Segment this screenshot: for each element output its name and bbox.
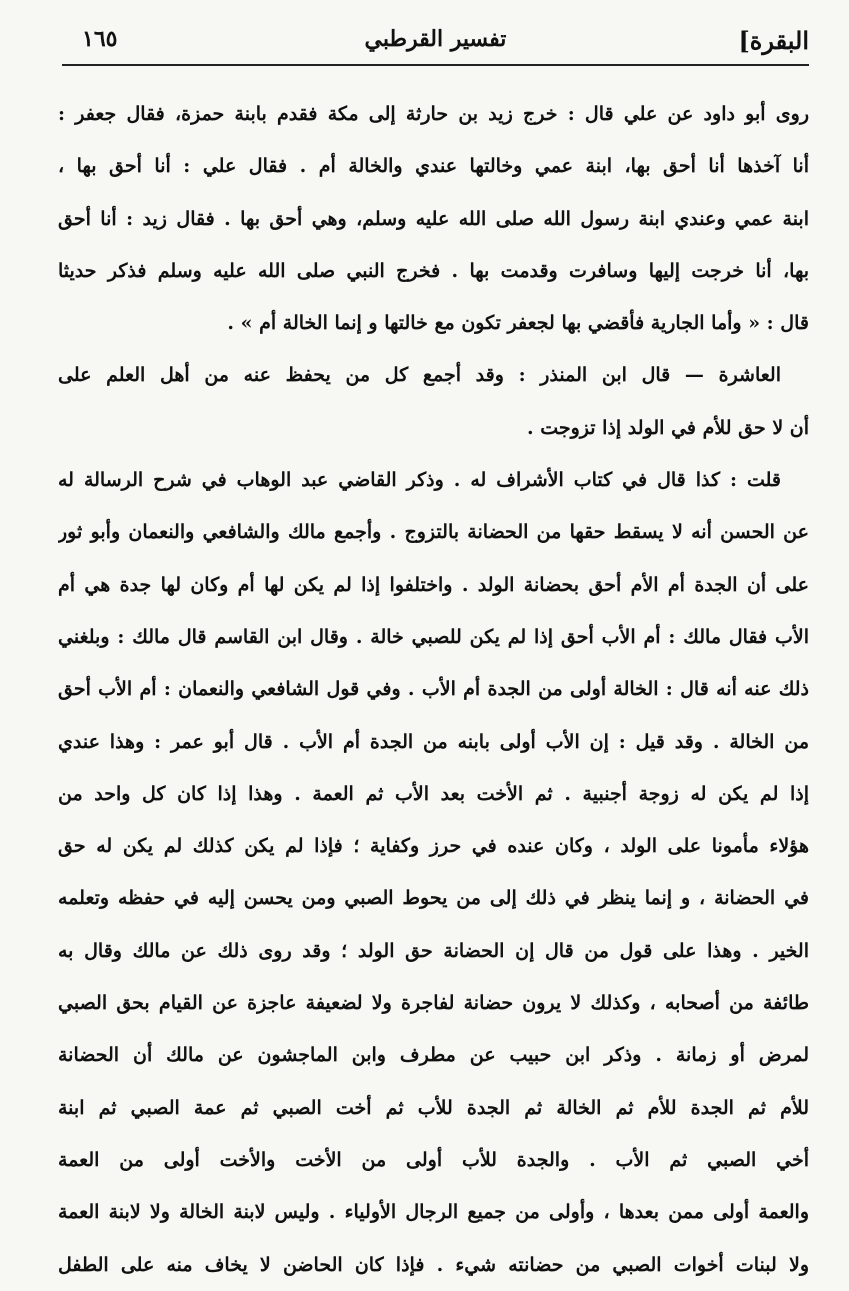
- text-line: والعمة أولى ممن بعدها ، وأولى من جميع الرجال الأولياء . وليس لابنة الخالة ولا لابنة العمة: [58, 1201, 809, 1224]
- text-line: أخي الصبي ثم الأب . والجدة للأب أولى من الأخت والأخت أولى من العمة: [58, 1148, 809, 1171]
- text-line: لمرض أو زمانة . وذكر ابن حبيب عن مطرف وابن الماجشون عن مالك أن الحضانة: [58, 1044, 809, 1067]
- text-line: العاشرة — قال ابن المنذر : وقد أجمع كل من يحفظ عنه من أهل العلم على: [58, 364, 781, 387]
- text-line: للأم ثم الجدة للأم ثم الخالة ثم الجدة للأب ثم أخت الصبي ثم عمة الصبي ثم ابنة: [58, 1096, 809, 1119]
- text-line: الأب فقال مالك : أم الأب أحق إذا لم يكن للصبي خالة . وقال ابن القاسم قال مالك : وبلغني: [58, 625, 809, 648]
- text-line: إذا لم يكن له زوجة أجنبية . ثم الأخت بعد الأب ثم العمة . وهذا إذا كان كل واحد من: [58, 782, 809, 805]
- text-line: قلت : كذا قال في كتاب الأشراف له . وذكر القاضي عبد الوهاب في شرح الرسالة له: [58, 469, 781, 492]
- text-line: عن الحسن أنه لا يسقط حقها من الحضانة بالتزوج . وأجمع مالك والشافعي والنعمان وأبو ثور: [58, 521, 809, 544]
- text-line: من الخالة . وقد قيل : إن الأب أولى بابنه من الجدة أم الأب . قال أبو عمر : وهذا عندي: [58, 730, 809, 753]
- text-line: ولا لبنات أخوات الصبي من حضانته شيء . فإذا كان الحاضن لا يخاف منه على الطفل: [58, 1253, 809, 1276]
- page-number: ١٦٥: [82, 26, 118, 52]
- text-line: هؤلاء مأمونا على الولد ، وكان عنده في حرز وكفاية ؛ فإذا لم يكن كذلك لم يكن له حق: [58, 835, 809, 858]
- text-line: قال : « وأما الجارية فأقضي بها لجعفر تكون مع خالتها و إنما الخالة أم » .: [227, 312, 809, 335]
- text-line: أنا آخذها أنا أحق بها، ابنة عمي وخالتها عندي والخالة أم . فقال علي : أنا أحق بها ،: [58, 155, 809, 178]
- text-line: روى أبو داود عن علي قال : خرج زيد بن حارثة إلى مكة فقدم بابنة حمزة، فقال جعفر :: [58, 103, 809, 125]
- text-line: ابنة عمي وعندي ابنة رسول الله صلى الله عليه وسلم، وهي أحق بها . فقال زيد : أنا أحق: [58, 207, 809, 230]
- text-line: بها، أنا خرجت إليها وسافرت وقدمت بها . فخرج النبي صلى الله عليه وسلم فذكر حديثا: [58, 259, 809, 282]
- text-line: طائفة من أصحابه ، وكذلك لا يرون حضانة لفاجرة ولا لضعيفة عاجزة عن القيام بحق الصبي: [58, 992, 809, 1015]
- book-title: تفسير القرطبي: [364, 26, 507, 52]
- text-line: ذلك عنه أنه قال : الخالة أولى من الجدة أم الأب . وفي قول الشافعي والنعمان : أم الأب أحق: [58, 678, 809, 701]
- text-line: الخير . وهذا على قول من قال إن الحضانة حق الولد ؛ وقد روى ذلك عن مالك وقال به: [58, 939, 809, 962]
- text-line: على أن الجدة أم الأم أحق بحضانة الولد . واختلفوا إذا لم يكن لها أم وكان لها جدة هي أم: [58, 573, 809, 596]
- page-header: [62, 24, 809, 64]
- surah-name: البقرة]: [738, 26, 809, 55]
- header-divider: [62, 64, 809, 66]
- text-line: في الحضانة ، و إنما ينظر في ذلك إلى من يحوط الصبي ومن يحسن إليه في حفظه وتعلمه: [58, 887, 809, 910]
- text-line: أن لا حق للأم في الولد إذا تزوجت .: [526, 416, 809, 439]
- page-body: [58, 88, 809, 1291]
